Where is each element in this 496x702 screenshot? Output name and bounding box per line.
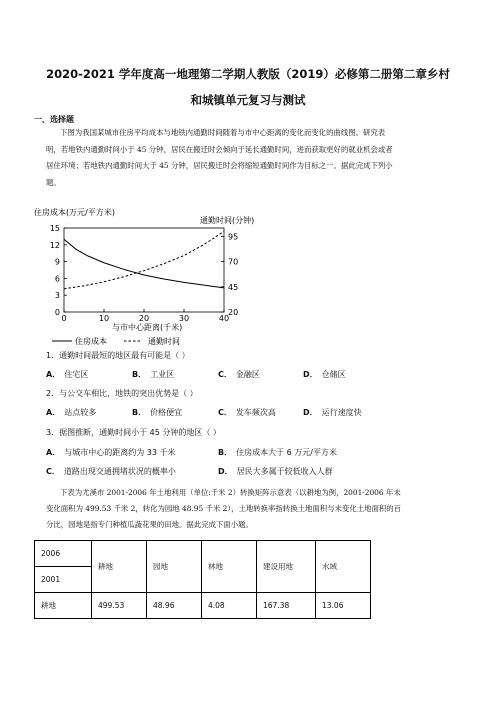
table-intro-line: 下表为尤溪市 2001-2006 年土地利用（单位:千米 2）转换矩阵示意表（以耕地为例，2001-2006 年未 — [60, 488, 401, 497]
section-label: 一、选择题 — [34, 115, 74, 124]
table-cell: 13.06 — [316, 593, 371, 619]
table-intro-line: 变化面积为 499.53 千米 2，转化为园地 48.95 千米 2），土地转换率指转换土地面积与未变化土地面积的百 — [46, 504, 402, 513]
y-left-tick-label: 9 — [54, 257, 60, 267]
question-1-option-c: C． 金融区 — [218, 370, 260, 379]
x-tick-label: 40 — [218, 314, 230, 323]
question-1-option-a: A． 住宅区 — [46, 370, 89, 379]
question-2-option-b: B． 价格便宜 — [132, 408, 183, 417]
table-intro-line: 分比，园地是指专门种植瓜蔬花果的田地。据此完成下面小题。 — [46, 520, 253, 529]
x-tick-label: 0 — [61, 314, 67, 323]
y-right-tick-label: 20 — [228, 308, 239, 317]
question-3-option-a: A． 与城市中心的距离约为 33 千米 — [46, 448, 176, 457]
table-corner-top: 2006 — [35, 541, 92, 567]
y-right-tick-label: 95 — [228, 232, 239, 242]
x-tick-label: 10 — [98, 314, 110, 323]
table-row-label: 耕地 — [35, 593, 92, 619]
question-1-option-b: B． 工业区 — [132, 370, 175, 379]
legend-label-commute-time: 通勤时间 — [148, 337, 180, 346]
table-cell: 167.38 — [257, 593, 316, 619]
y-left-tick-label: 12 — [49, 240, 60, 250]
question-1-option-d: D． 仓储区 — [303, 370, 346, 379]
table-intro-paragraph — [46, 485, 466, 533]
table-header-cell: 水域 — [316, 541, 371, 593]
y-left-tick-label: 0 — [54, 308, 60, 317]
series-line-commute-time — [64, 231, 224, 288]
question-3-option-c: C． 道路出现交通拥堵状况的概率小 — [46, 467, 176, 476]
line-chart — [28, 202, 258, 350]
table-header-cell: 园地 — [147, 541, 202, 593]
question-1-stem: 1．通勤时间最短的地区最有可能是（ ） — [46, 351, 190, 360]
table-cell: 499.53 — [92, 593, 147, 619]
y-right-tick-label: 45 — [228, 282, 239, 292]
table-cell: 48.96 — [147, 593, 202, 619]
plot-frame — [64, 228, 224, 312]
land-use-table — [34, 540, 371, 619]
y-left-tick-label: 3 — [54, 291, 60, 301]
paper-title-line2: 和城镇单元复习与测试 — [190, 93, 306, 107]
question-3-option-b: B． 住房成本大于 6 万元/平方米 — [218, 448, 337, 457]
question-2-option-c: C． 发车频次高 — [218, 408, 276, 417]
y-left-label: 住房成本(万元/平方米) — [34, 208, 115, 217]
x-axis-label: 与市中心距离(千米) — [112, 323, 183, 332]
y-right-tick-label: 70 — [228, 257, 239, 267]
question-2-option-d: D． 运行速度快 — [303, 408, 362, 417]
table-row — [35, 593, 371, 619]
legend-label-housing-cost: 住房成本 — [75, 337, 107, 346]
table-header-cell: 林地 — [202, 541, 257, 593]
question-3-stem: 3．据图推断，通勤时间小于 45 分钟的地区（ ） — [46, 428, 221, 437]
table-header-cell: 耕地 — [92, 541, 147, 593]
intro-line: 明，若地铁内通勤时间小于 45 分钟，居民在搬迁时会倾向于延长通勤时间，进而获取更好的就业机会或者 — [46, 144, 393, 154]
table-cell: 4.08 — [202, 593, 257, 619]
y-left-tick-label: 15 — [49, 224, 60, 233]
intro-line: 题。 — [46, 177, 61, 187]
table-corner-bottom: 2001 — [35, 567, 92, 593]
intro-line: 居住环境；若地铁内通勤时间大于 45 分钟，居民搬迁时会将缩短通勤时间作为目标之一。据此完成下列小 — [46, 161, 393, 170]
y-right-label: 通勤时间(分钟) — [200, 216, 255, 225]
series-line-housing-cost — [64, 239, 224, 288]
question-3-option-d: D． 居民大多属于较低收入人群 — [218, 467, 333, 476]
x-tick-label: 30 — [178, 314, 190, 323]
question-2-stem: 2．与公交车相比，地铁的突出优势是（ ） — [46, 389, 198, 398]
table-header-cell: 建设用地 — [257, 541, 316, 593]
intro-paragraph — [46, 125, 462, 191]
question-2-option-a: A． 站点较多 — [46, 408, 97, 417]
x-tick-label: 20 — [138, 314, 150, 323]
paper-title-line1: 2020-2021 学年度高一地理第二学期人教版（2019）必修第二册第二章乡村 — [46, 67, 450, 81]
intro-line: 下图为我国某城市住房平均成本与地铁内通勤时间随着与市中心距离的变化而变化的曲线图。研究表 — [60, 128, 386, 137]
y-left-tick-label: 6 — [54, 274, 60, 284]
